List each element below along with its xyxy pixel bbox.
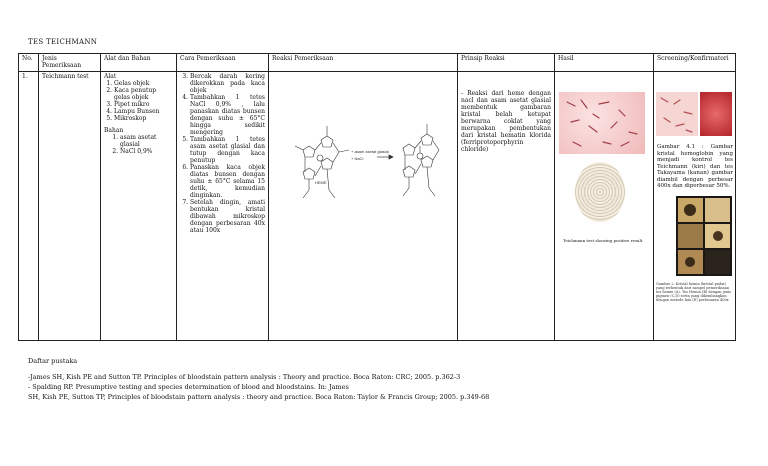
cara-item: 5. Tambahkan 1 tetes asam asetat glasial dan tutup dengan kaca penutup bbox=[190, 136, 265, 164]
teichmann-table bbox=[18, 53, 736, 341]
heme-reaction-diagram bbox=[273, 110, 456, 220]
alat-item: 2. Kaca penutup gelas objek bbox=[114, 87, 173, 101]
screening-small-caption: Gambar 2. Kristal hemin (kristal padat) yang terbentuk dari sampel pemeriksaan tes hemin (A). Tes Hemin (B) dengan jenis pigmen (C,D) serta yang dikembangkan dengan metode lain (E) perbesaran 400x bbox=[656, 282, 731, 302]
header-alat: Alat dan Bahan bbox=[101, 54, 177, 72]
header-reaksi: Reaksi Pemeriksaan bbox=[269, 54, 458, 72]
reference-item: -James SH, Kish PE and Sutton TP. Principles of bloodstain pattern analysis : Theory and practice. Boca Raton: CRC; 2005. p.362-3 bbox=[28, 373, 461, 381]
cell-alat bbox=[101, 72, 177, 341]
hasil-micrograph-crystals bbox=[559, 92, 645, 154]
header-no: No. bbox=[19, 54, 39, 72]
cell-prinsip: - Reaksi dari heme dengan nacl dan asam asetat glasial membentuk gambaran kristal belah ketupat berwarna coklat yang merupakan pembentukan dari kristal hematin klorida (ferriprotoporphyrin chloride) bbox=[458, 72, 555, 341]
header-screening: Screening/Konfirmatori bbox=[654, 54, 736, 72]
cara-item: 4. Tambahkan 1 tetes NaCl 0,9% , lalu panaskan diatas bunsen dengan suhu ± 65°C hingga sedikit mengering bbox=[190, 94, 265, 136]
hematin-structure-right bbox=[403, 124, 439, 196]
header-jenis: Jenis Pemeriksaan bbox=[39, 54, 101, 72]
alat-item: 3. Pipet mikro bbox=[114, 101, 173, 108]
alat-item: 4. Lampu Bunsen bbox=[114, 108, 173, 115]
alat-item: 5. Mikroskop bbox=[114, 115, 173, 122]
screening-caption: Gambar 4.1 : Gambar kristal hemoglobin yang menjadi kontrol tes Teichmann (kiri) dan tes Takayama (kanan) gambar diambil dengan perbesar 400x dan diperbesar 50%. bbox=[657, 144, 733, 189]
reagent-label-1: + asam asetat glasial bbox=[351, 149, 389, 154]
cara-item: 7. Setelah dingin, amati bentukan kristal dibawah mikroskop dengan perbesaran 40x atau 100x bbox=[190, 199, 265, 234]
screening-photo-teichmann bbox=[656, 92, 698, 136]
cell-cara bbox=[177, 72, 269, 341]
screening-photo-hemin-grid bbox=[676, 196, 732, 276]
cell-hasil bbox=[555, 72, 654, 341]
heme-structure-left bbox=[295, 126, 349, 198]
cara-item: 3. Bercak darah kering dikerokkan pada kaca objek bbox=[190, 73, 265, 94]
references-section bbox=[28, 356, 489, 402]
table-row bbox=[19, 72, 736, 341]
alat-item: 1. Gelas objek bbox=[114, 80, 173, 87]
reference-item: - Spalding RP. Presumptive testing and species determination of blood and bloodstains. In: James bbox=[28, 383, 349, 391]
references-title: Daftar pustaka bbox=[28, 357, 78, 365]
cell-jenis: Teichmann test bbox=[39, 72, 101, 341]
reagent-label-2: + NaCl bbox=[351, 156, 364, 161]
header-prinsip: Prinsip Reaksi bbox=[458, 54, 555, 72]
hasil-caption: Teichmann test showing positive result bbox=[563, 238, 643, 243]
screening-photo-takayama bbox=[700, 92, 732, 136]
hasil-micrograph-circle bbox=[575, 162, 625, 222]
cara-item: 6. Panaskan kaca objek diatas bunsen dengan suhu ± 65°C selama 15 detik, kemudian dinginkan. bbox=[190, 164, 265, 199]
heme-label: HEME bbox=[315, 180, 327, 185]
header-cara: Cara Pemeriksaan bbox=[177, 54, 269, 72]
cell-screening bbox=[654, 72, 736, 341]
cell-no: 1. bbox=[19, 72, 39, 341]
bahan-item: 2. NaCl 0,9% bbox=[120, 148, 173, 155]
bahan-title: Bahan bbox=[104, 127, 124, 134]
reference-item: SH, Kish PE, Sutton TP, Principles of bloodstain pattern analysis : theory and practice. Boca Raton: Taylor & Francis Group; 2005. p.349-68 bbox=[28, 393, 490, 401]
table-header-row bbox=[19, 54, 736, 72]
reaction-arrow-icon bbox=[377, 155, 393, 159]
header-hasil: Hasil bbox=[555, 54, 654, 72]
cell-reaksi bbox=[269, 72, 458, 341]
bahan-item: 1. asam asetat glasial bbox=[120, 134, 173, 148]
page-title: TES TEICHMANN bbox=[28, 38, 98, 46]
alat-title: Alat bbox=[104, 73, 117, 80]
